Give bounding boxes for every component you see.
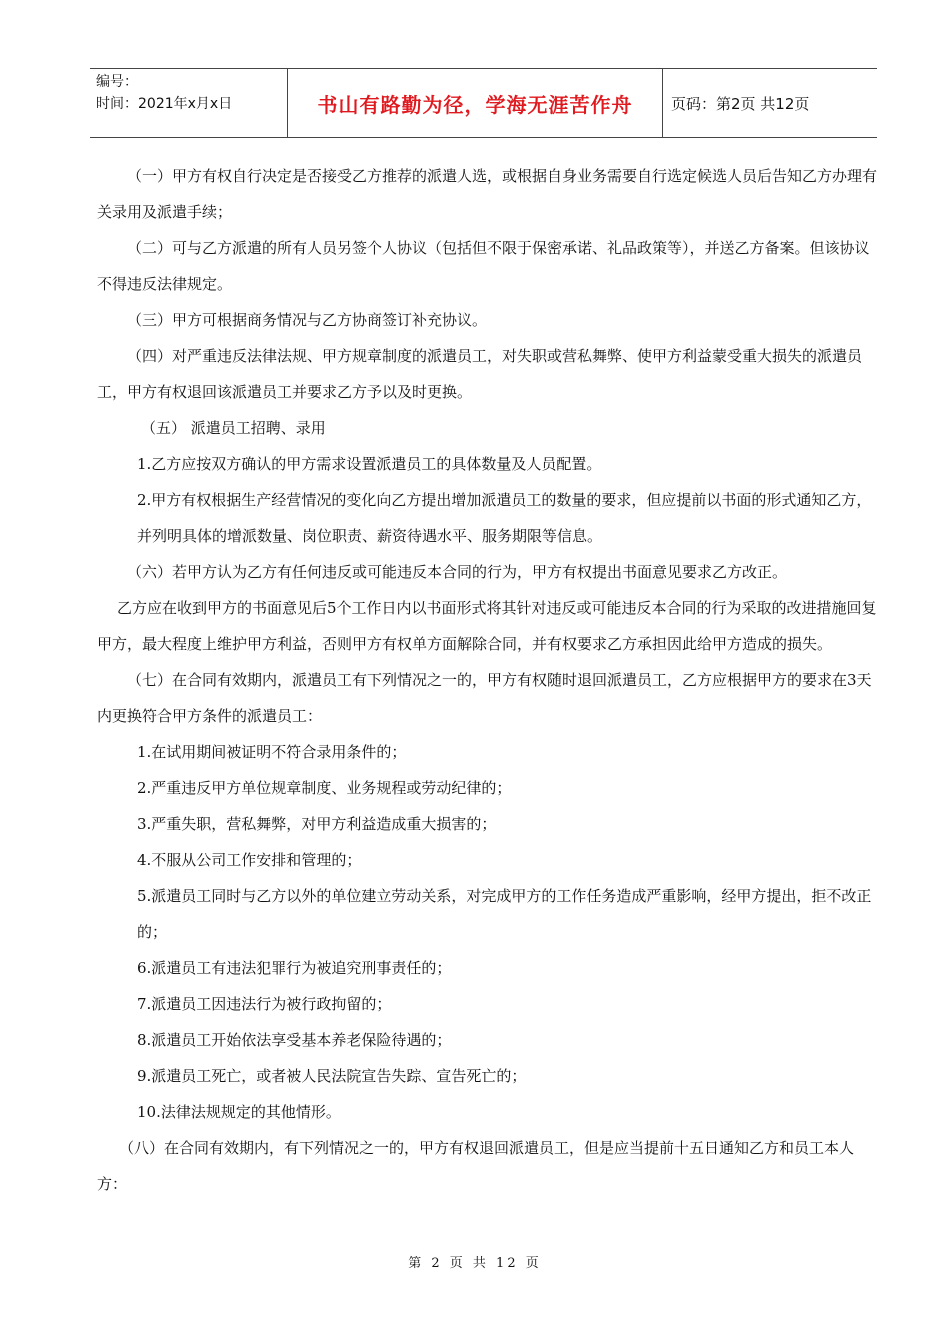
list-item-text: 2.甲方有权根据生产经营情况的变化向乙方提出增加派遣员工的数量的要求，但应提前以书面的形式通知乙方，并列明具体的增派数量、岗位职责、薪资待遇水平、服务期限等信息。 <box>137 491 872 545</box>
paragraph: （五） 派遣员工招聘、录用 <box>141 419 326 437</box>
header-motto: 书山有路勤为径，学海无涯苦作舟 <box>287 69 663 137</box>
paragraph: 乙方应在收到甲方的书面意见后5个工作日内以书面形式将其针对违反或可能违反本合同的行为采取的改进措施回复甲方，最大程度上维护甲方利益，否则甲方有权单方面解除合同，并有权要求乙方承担因此给甲方造成的损失。 <box>97 599 877 653</box>
list-item: 6.派遣员工有违法犯罪行为被追究刑事责任的； <box>137 959 452 977</box>
paragraph: （八）在合同有效期内，有下列情况之一的，甲方有权退回派遣员工，但是应当提前十五日通知乙方和员工本人方： <box>97 1139 855 1193</box>
list-item: 1.在试用期间被证明不符合录用条件的； <box>137 743 407 761</box>
paragraph: （六）若甲方认为乙方有任何违反或可能违反本合同的行为，甲方有权提出书面意见要求乙方改正。 <box>127 563 788 581</box>
paragraph: （一）甲方有权自行决定是否接受乙方推荐的派遣人选，或根据自身业务需要自行选定候选人员后告知乙方办理有关录用及派遣手续； <box>97 167 878 221</box>
list-item: 7.派遣员工因违法行为被行政拘留的； <box>137 995 392 1013</box>
doc-time-label: 时间：2021年x月x日 <box>96 96 233 112</box>
list-item: 3.严重失职，营私舞弊，对甲方利益造成重大损害的； <box>137 815 497 833</box>
page-footer: 第 2 页 共 12 页 <box>408 1256 542 1271</box>
list-item: 9.派遣员工死亡，或者被人民法院宣告失踪、宣告死亡的； <box>137 1067 527 1085</box>
list-item: 2.严重违反甲方单位规章制度、业务规程或劳动纪律的； <box>137 779 512 797</box>
paragraph: （三）甲方可根据商务情况与乙方协商签订补充协议。 <box>127 311 488 329</box>
list-item: 10.法律法规规定的其他情形。 <box>137 1103 341 1121</box>
page-header <box>90 68 877 138</box>
list-item: 5.派遣员工同时与乙方以外的单位建立劳动关系，对完成甲方的工作任务造成严重影响，经甲方提出，拒不改正的； <box>137 887 872 941</box>
header-page-number: 页码：第2页 共12页 <box>671 94 810 113</box>
list-item: 4.不服从公司工作安排和管理的； <box>137 851 362 869</box>
document-body <box>97 158 881 1202</box>
paragraph: （七）在合同有效期内，派遣员工有下列情况之一的，甲方有权随时退回派遣员工，乙方应根据甲方的要求在3天内更换符合甲方条件的派遣员工： <box>97 671 872 725</box>
header-meta <box>90 69 287 137</box>
list-item: 8.派遣员工开始依法享受基本养老保险待遇的； <box>137 1031 452 1049</box>
doc-number-label: 编号： <box>96 74 138 90</box>
list-item: 1.乙方应按双方确认的甲方需求设置派遣员工的具体数量及人员配置。 <box>137 455 602 473</box>
list-item <box>97 482 881 554</box>
paragraph: （二）可与乙方派遣的所有人员另签个人协议（包括但不限于保密承诺、礼品政策等），并送乙方备案。但该协议不得违反法律规定。 <box>97 239 870 293</box>
paragraph: （四）对严重违反法律法规、甲方规章制度的派遣员工，对失职或营私舞弊、使甲方利益蒙受重大损失的派遣员工，甲方有权退回该派遣员工并要求乙方予以及时更换。 <box>97 347 863 401</box>
